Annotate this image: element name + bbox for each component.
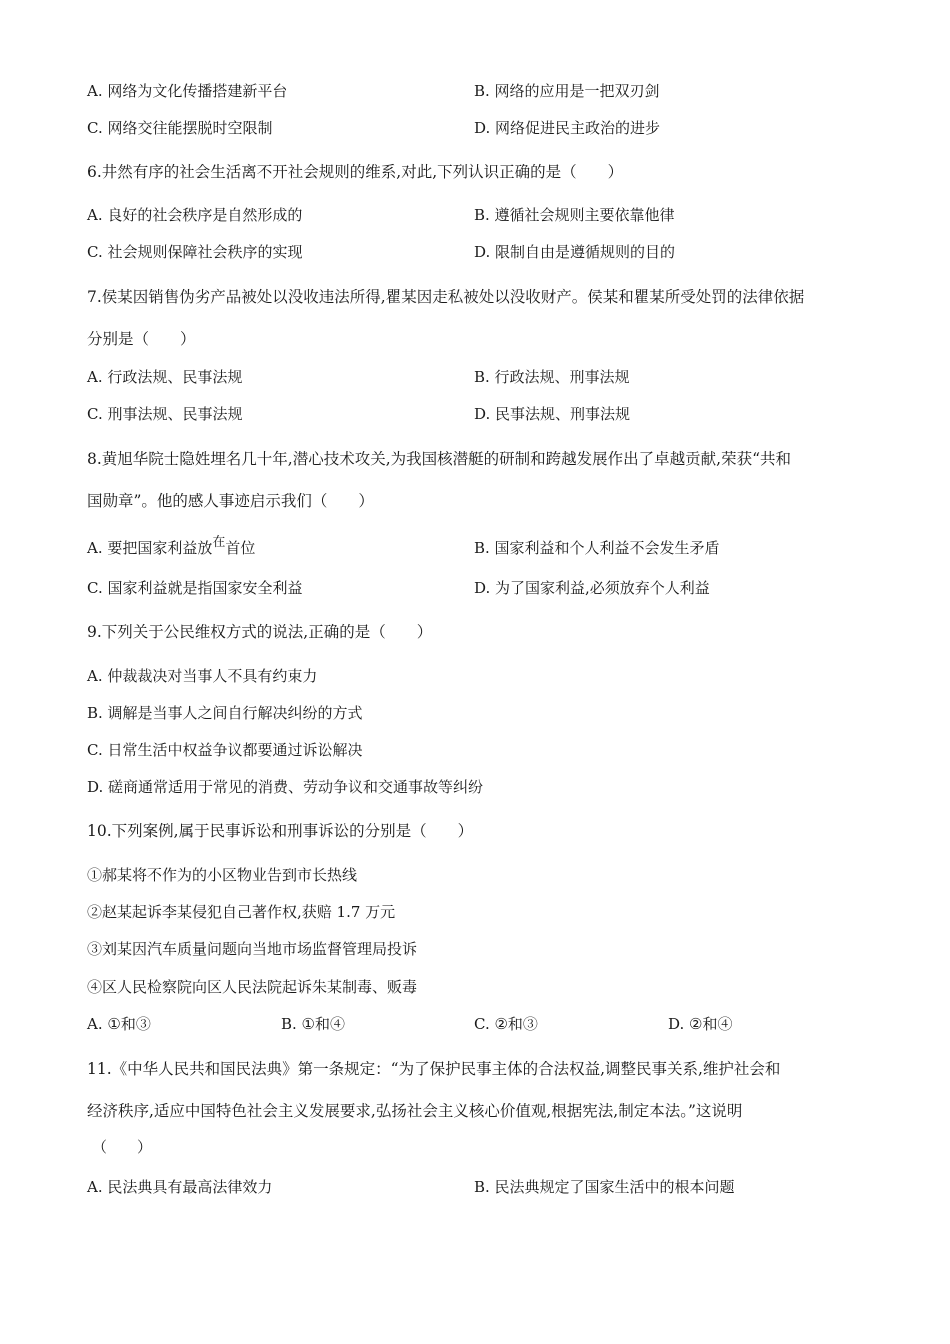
q7-stem-line1: 7.侯某因销售伪劣产品被处以没收违法所得,瞿某因走私被处以没收财产。侯某和瞿某所受处罚的法律依据 (87, 288, 805, 306)
q6-option-b: B. 遵循社会规则主要依靠他律 (474, 206, 675, 224)
q6-option-c: C. 社会规则保障社会秩序的实现 (87, 243, 303, 261)
q7-option-a: A. 行政法规、民事法规 (87, 368, 243, 386)
q7-option-b: B. 行政法规、刑事法规 (474, 368, 630, 386)
q11-stem-line3: （ ） (92, 1138, 153, 1156)
q8-option-d: D. 为了国家利益,必须放弃个人利益 (474, 579, 710, 597)
q10-stem: 10.下列案例,属于民事诉讼和刑事诉讼的分别是（ ） (87, 822, 474, 840)
q7-option-c: C. 刑事法规、民事法规 (87, 405, 243, 423)
q9-option-c: C. 日常生活中权益争议都要通过诉讼解决 (87, 741, 363, 759)
q8-option-b: B. 国家利益和个人利益不会发生矛盾 (474, 539, 720, 557)
q8-stem-line1: 8.黄旭华院士隐姓埋名几十年,潜心技术攻关,为我国核潜艇的研制和跨越发展作出了卓越贡献,荣获“共和 (87, 450, 791, 468)
q7-option-d: D. 民事法规、刑事法规 (474, 405, 631, 423)
q6-stem: 6.井然有序的社会生活离不开社会规则的维系,对此,下列认识正确的是（ ） (87, 163, 624, 181)
q11-stem-line2: 经济秩序,适应中国特色社会主义发展要求,弘扬社会主义核心价值观,根据宪法,制定本法。”这说明 (87, 1102, 743, 1120)
q5-option-d: D. 网络促进民主政治的进步 (474, 119, 661, 137)
q9-option-d: D. 磋商通常适用于常见的消费、劳动争议和交通事故等纠纷 (87, 778, 484, 796)
q9-option-a: A. 仲裁裁决对当事人不具有约束力 (87, 667, 318, 685)
q9-option-b: B. 调解是当事人之间自行解决纠纷的方式 (87, 704, 363, 722)
q11-stem-line1: 11.《中华人民共和国民法典》第一条规定：“为了保护民事主体的合法权益,调整民事关系,维护社会和 (87, 1060, 781, 1078)
q9-stem: 9.下列关于公民维权方式的说法,正确的是（ ） (87, 623, 433, 641)
q10-item-4: ④区人民检察院向区人民法院起诉朱某制毒、贩毒 (87, 978, 418, 996)
q10-option-d: D. ②和④ (668, 1015, 733, 1033)
q7-stem-line2: 分别是（ ） (87, 330, 196, 348)
q10-option-c: C. ②和③ (474, 1015, 538, 1033)
q11-option-b: B. 民法典规定了国家生活中的根本问题 (474, 1178, 735, 1196)
q8-option-a-post: 首位 (225, 539, 256, 557)
q11-option-a: A. 民法典具有最高法律效力 (87, 1178, 273, 1196)
q8-option-c: C. 国家利益就是指国家安全利益 (87, 579, 303, 597)
q5-option-b: B. 网络的应用是一把双刃剑 (474, 82, 660, 100)
q10-item-2: ②赵某起诉李某侵犯自己著作权,获赔 1.7 万元 (87, 903, 396, 921)
q8-option-a (87, 535, 256, 560)
q5-option-c: C. 网络交往能摆脱时空限制 (87, 119, 273, 137)
q6-option-a: A. 良好的社会秩序是自然形成的 (87, 206, 303, 224)
q5-option-a: A. 网络为文化传播搭建新平台 (87, 82, 288, 100)
q10-option-a: A. ①和③ (87, 1015, 151, 1033)
q10-option-b: B. ①和④ (281, 1015, 346, 1033)
q8-stem-line2: 国勋章”。他的感人事迹启示我们（ ） (87, 492, 374, 510)
q10-item-1: ①郝某将不作为的小区物业告到市长热线 (87, 866, 358, 884)
q10-item-3: ③刘某因汽车质量问题向当地市场监督管理局投诉 (87, 940, 418, 958)
q6-option-d: D. 限制自由是遵循规则的目的 (474, 243, 676, 261)
q8-option-a-sup: 在 (212, 535, 226, 550)
q8-option-a-pre: A. 要把国家利益放 (87, 539, 213, 557)
